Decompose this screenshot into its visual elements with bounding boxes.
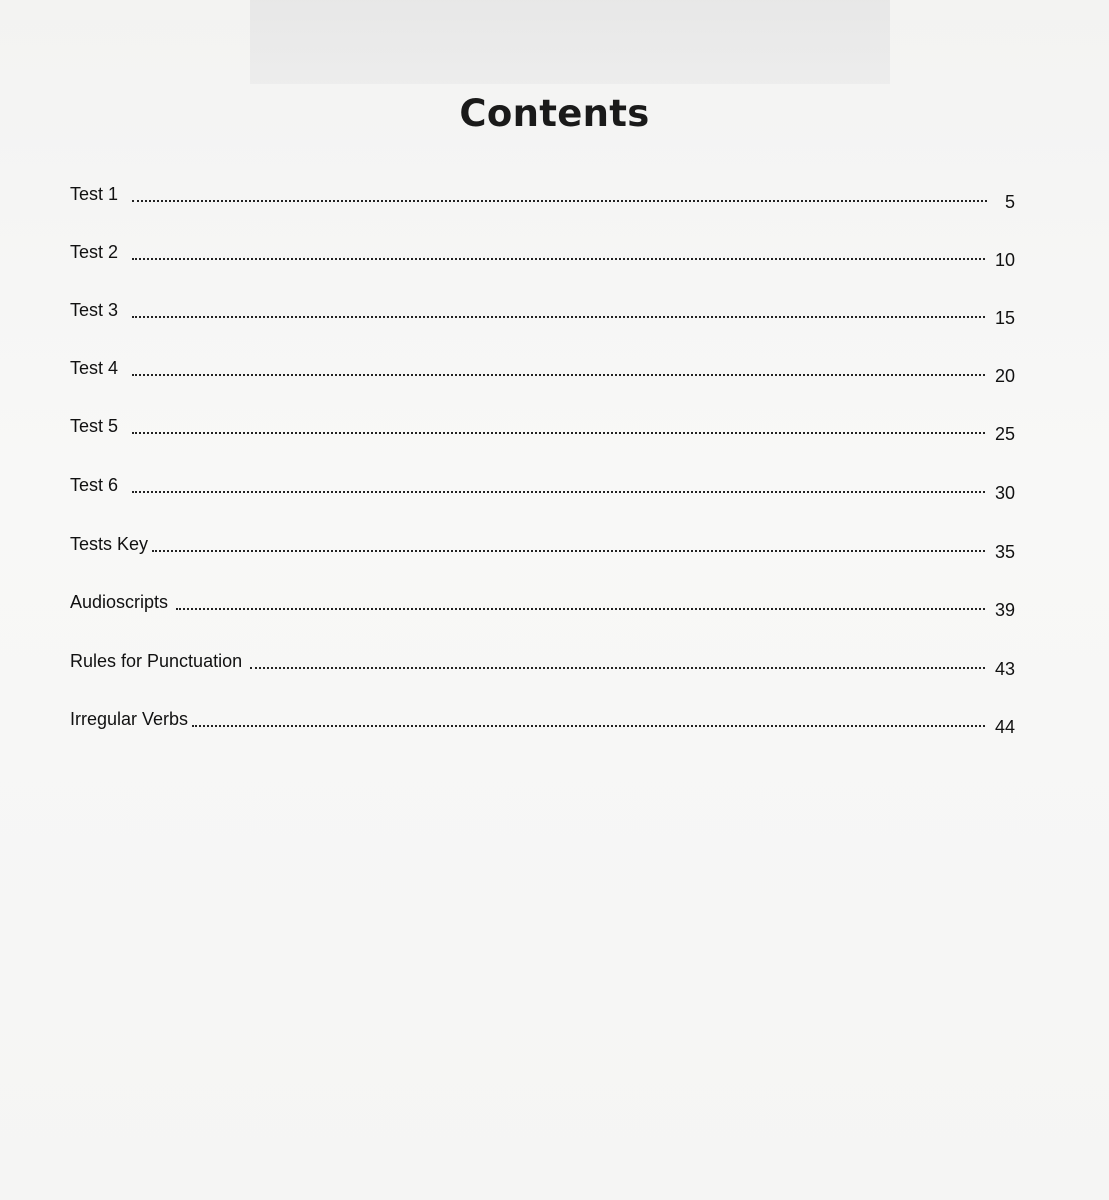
toc-dot-leader bbox=[132, 200, 987, 202]
toc-page-number: 35 bbox=[994, 542, 1015, 562]
toc-page-number: 5 bbox=[1004, 192, 1015, 212]
toc-page-number: 15 bbox=[994, 308, 1015, 328]
toc-entry-label: Test 5 bbox=[70, 416, 119, 436]
toc-dot-leader bbox=[132, 316, 985, 318]
toc-page-number: 43 bbox=[994, 659, 1015, 679]
toc-dot-leader bbox=[132, 374, 985, 376]
toc-entry-label: Test 2 bbox=[70, 242, 119, 262]
toc-dot-leader bbox=[250, 667, 985, 669]
toc-dot-leader bbox=[132, 491, 985, 493]
toc-entry-label: Tests Key bbox=[70, 534, 149, 554]
toc-dot-leader bbox=[132, 432, 985, 434]
toc-page-number: 20 bbox=[994, 366, 1015, 386]
toc-entry-label: Test 1 bbox=[70, 184, 119, 204]
toc-page-number: 25 bbox=[994, 424, 1015, 444]
toc-entry[interactable] bbox=[70, 592, 1015, 622]
toc-dot-leader bbox=[176, 608, 985, 610]
toc-entry-label: Irregular Verbs bbox=[70, 709, 189, 729]
page-title: Contents bbox=[459, 92, 650, 135]
toc-page-number: 30 bbox=[994, 483, 1015, 503]
toc-entry[interactable] bbox=[70, 242, 1015, 272]
toc-entry[interactable] bbox=[70, 358, 1015, 388]
toc-entry-label: Test 4 bbox=[70, 358, 119, 378]
toc-entry[interactable] bbox=[70, 300, 1015, 330]
toc-entry-label: Test 3 bbox=[70, 300, 119, 320]
toc-entry-label: Audioscripts bbox=[70, 592, 169, 612]
toc-page-number: 10 bbox=[994, 250, 1015, 270]
toc-entry[interactable] bbox=[70, 416, 1015, 446]
toc-dot-leader bbox=[192, 725, 985, 727]
toc-entry[interactable] bbox=[70, 709, 1015, 739]
toc-entry[interactable] bbox=[70, 475, 1015, 505]
toc-page-number: 44 bbox=[994, 717, 1015, 737]
toc-dot-leader bbox=[132, 258, 985, 260]
toc-entry-label: Test 6 bbox=[70, 475, 119, 495]
toc-entry[interactable] bbox=[70, 184, 1015, 214]
toc-dot-leader bbox=[152, 550, 985, 552]
toc-entry-label: Rules for Punctuation bbox=[70, 651, 243, 671]
toc-entry[interactable] bbox=[70, 534, 1015, 564]
toc-page-number: 39 bbox=[994, 600, 1015, 620]
toc-entry[interactable] bbox=[70, 651, 1015, 681]
